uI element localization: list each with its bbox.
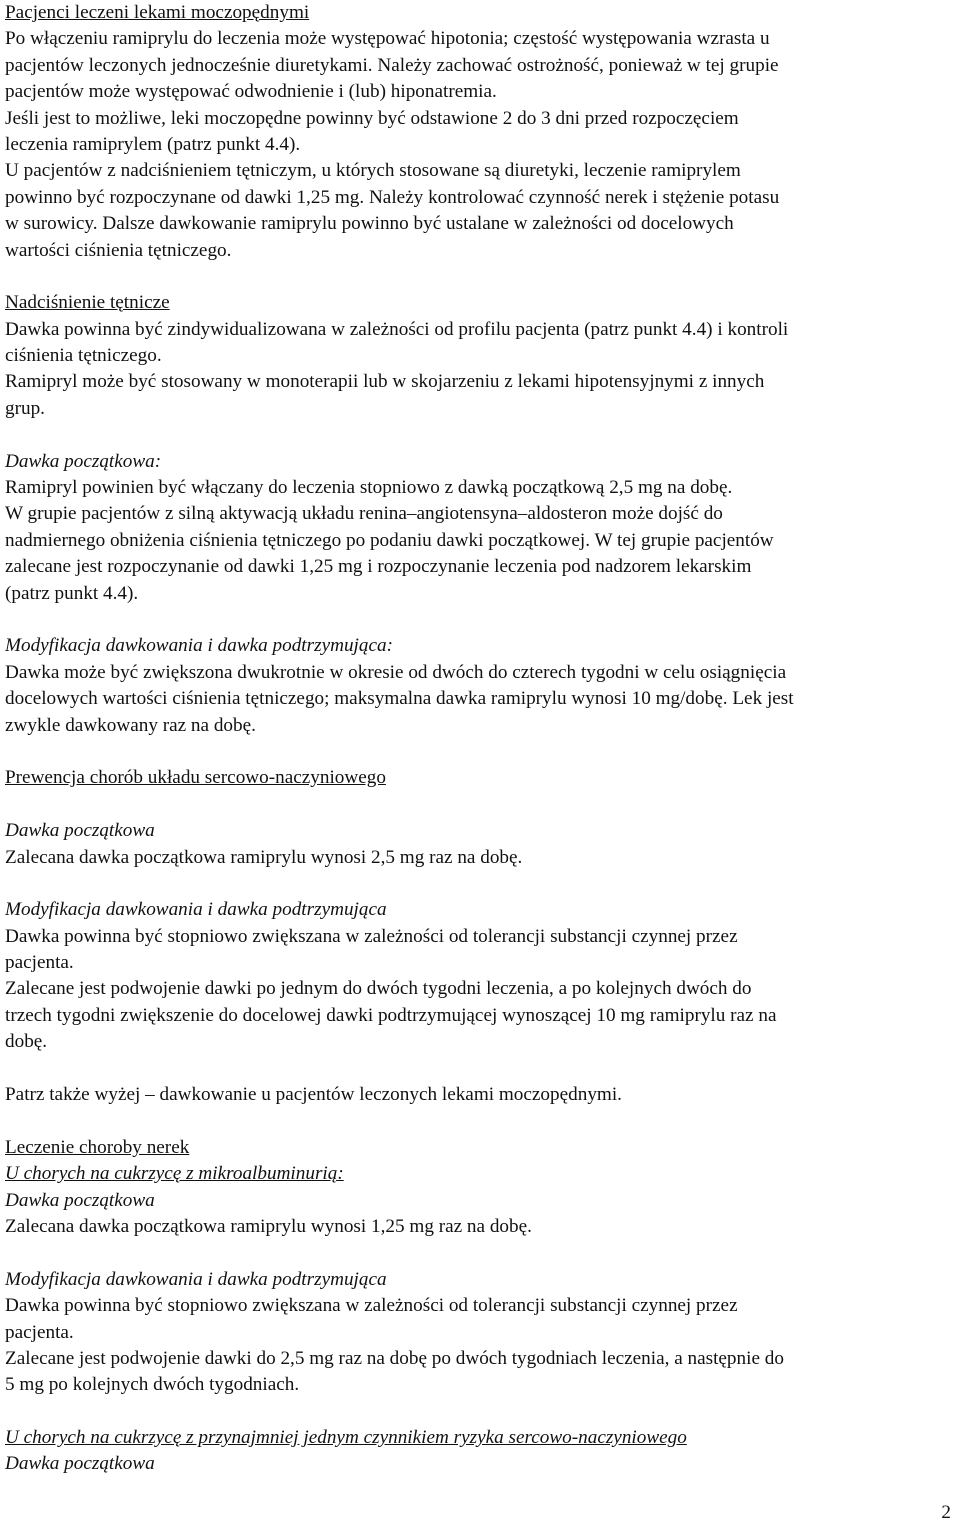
text-line: trzech tygodni zwiększenie do docelowej dawki podtrzymującej wynoszącej 10 mg ramiprylu raz na bbox=[5, 1004, 777, 1026]
text-line: powinno być rozpoczynane od dawki 1,25 mg. Należy kontrolować czynność nerek i stężenie potasu bbox=[5, 186, 780, 208]
text-line: zalecane jest rozpoczynanie od dawki 1,25 mg i rozpoczynanie leczenia pod nadzorem lekarskim bbox=[5, 556, 752, 578]
text-line: Ramipryl może być stosowany w monoterapii lub w skojarzeniu z lekami hipotensyjnymi z innych bbox=[5, 371, 765, 393]
text-line: Zalecana dawka początkowa ramiprylu wynosi 2,5 mg raz na dobę. bbox=[5, 846, 523, 868]
text-line: Zalecane jest podwojenie dawki po jednym do dwóch tygodni leczenia, a po kolejnych dwóch do bbox=[5, 978, 752, 1000]
text-line: Zalecane jest podwojenie dawki do 2,5 mg raz na dobę po dwóch tygodniach leczenia, a następnie do bbox=[5, 1347, 784, 1369]
subsection-heading: Modyfikacja dawkowania i dawka podtrzymująca: bbox=[5, 635, 393, 657]
text-line: Dawka powinna być stopniowo zwiększana w zależności od tolerancji substancji czynnej przez bbox=[5, 925, 738, 947]
paragraph-spacer bbox=[5, 1240, 953, 1266]
subsection-heading: Dawka początkowa: bbox=[5, 450, 162, 472]
text-line: ciśnienia tętniczego. bbox=[5, 345, 162, 367]
text-line: Po włączeniu ramiprylu do leczenia może występować hipotonia; częstość występowania wzrasta u bbox=[5, 28, 770, 50]
text-line: pacjenta. bbox=[5, 1321, 74, 1343]
paragraph-spacer bbox=[5, 1056, 953, 1082]
paragraph-spacer bbox=[5, 792, 953, 818]
text-line: pacjentów może występować odwodnienie i (lub) hiponatremia. bbox=[5, 81, 497, 103]
text-line: grup. bbox=[5, 397, 45, 419]
section-heading: Pacjenci leczeni lekami moczopędnymi bbox=[5, 2, 310, 23]
text-line: Zalecana dawka początkowa ramiprylu wynosi 1,25 mg raz na dobę. bbox=[5, 1215, 532, 1237]
text-line: nadmiernego obniżenia ciśnienia tętniczego po podaniu dawki początkowej. W tej grupie pacjentów bbox=[5, 529, 774, 551]
subsection-heading: Modyfikacja dawkowania i dawka podtrzymująca bbox=[5, 1268, 387, 1290]
text-line: Dawka może być zwiększona dwukrotnie w okresie od dwóch do czterech tygodni w celu osiągnięcia bbox=[5, 661, 787, 683]
subsection-heading: Modyfikacja dawkowania i dawka podtrzymująca bbox=[5, 899, 387, 921]
text-line: 5 mg po kolejnych dwóch tygodniach. bbox=[5, 1374, 300, 1396]
text-line: U pacjentów z nadciśnieniem tętniczym, u których stosowane są diuretyki, leczenie ramiprylem bbox=[5, 160, 741, 182]
text-line: W grupie pacjentów z silną aktywacją układu renina–angiotensyna–aldosteron może dojść do bbox=[5, 503, 723, 525]
section-heading: Prewencja chorób układu sercowo-naczyniowego bbox=[5, 767, 386, 789]
text-line: pacjentów leczonych jednocześnie diuretykami. Należy zachować ostrożność, ponieważ w tej grupie bbox=[5, 54, 779, 76]
paragraph-spacer bbox=[5, 1108, 953, 1134]
text-line: w surowicy. Dalsze dawkowanie ramiprylu powinno być ustalane w zależności od docelowych bbox=[5, 213, 734, 235]
text-line: Dawka powinna być zindywidualizowana w zależności od profilu pacjenta (patrz punkt 4.4) i kontroli bbox=[5, 318, 789, 340]
text-line: Patrz także wyżej – dawkowanie u pacjentów leczonych lekami moczopędnymi. bbox=[5, 1084, 622, 1106]
patient-group-heading: U chorych na cukrzycę z przynajmniej jednym czynnikiem ryzyka sercowo-naczyniowego bbox=[5, 1427, 687, 1449]
subsection-heading: Dawka początkowa bbox=[5, 1453, 155, 1475]
text-line: dobę. bbox=[5, 1031, 48, 1053]
paragraph-spacer bbox=[5, 1399, 953, 1425]
text-line: Dawka powinna być stopniowo zwiększana w zależności od tolerancji substancji czynnej przez bbox=[5, 1295, 738, 1317]
section-heading: Nadciśnienie tętnicze bbox=[5, 292, 170, 314]
text-line: Ramipryl powinien być włączany do leczenia stopniowo z dawką początkową 2,5 mg na dobę. bbox=[5, 477, 733, 499]
text-line: Jeśli jest to możliwe, leki moczopędne powinny być odstawione 2 do 3 dni przed rozpoczęciem bbox=[5, 107, 739, 129]
patient-group-heading: U chorych na cukrzycę z mikroalbuminurią: bbox=[5, 1163, 344, 1185]
paragraph-spacer bbox=[5, 739, 953, 765]
text-line: wartości ciśnienia tętniczego. bbox=[5, 239, 232, 261]
text-line: docelowych wartości ciśnienia tętniczego; maksymalna dawka ramiprylu wynosi 10 mg/dobę. Lek jest bbox=[5, 688, 794, 710]
paragraph-spacer bbox=[5, 422, 953, 448]
text-line: leczenia ramiprylem (patrz punkt 4.4). bbox=[5, 133, 301, 155]
section-heading: Leczenie choroby nerek bbox=[5, 1136, 190, 1158]
paragraph-spacer bbox=[5, 264, 953, 290]
subsection-heading: Dawka początkowa bbox=[5, 1189, 155, 1211]
paragraph-spacer bbox=[5, 607, 953, 633]
text-line: zwykle dawkowany raz na dobę. bbox=[5, 714, 256, 736]
document-page bbox=[5, 0, 953, 1478]
subsection-heading: Dawka początkowa bbox=[5, 820, 155, 842]
page-number: 2 bbox=[941, 1502, 951, 1523]
text-line: pacjenta. bbox=[5, 952, 74, 974]
text-line: (patrz punkt 4.4). bbox=[5, 582, 139, 604]
paragraph-spacer bbox=[5, 871, 953, 897]
